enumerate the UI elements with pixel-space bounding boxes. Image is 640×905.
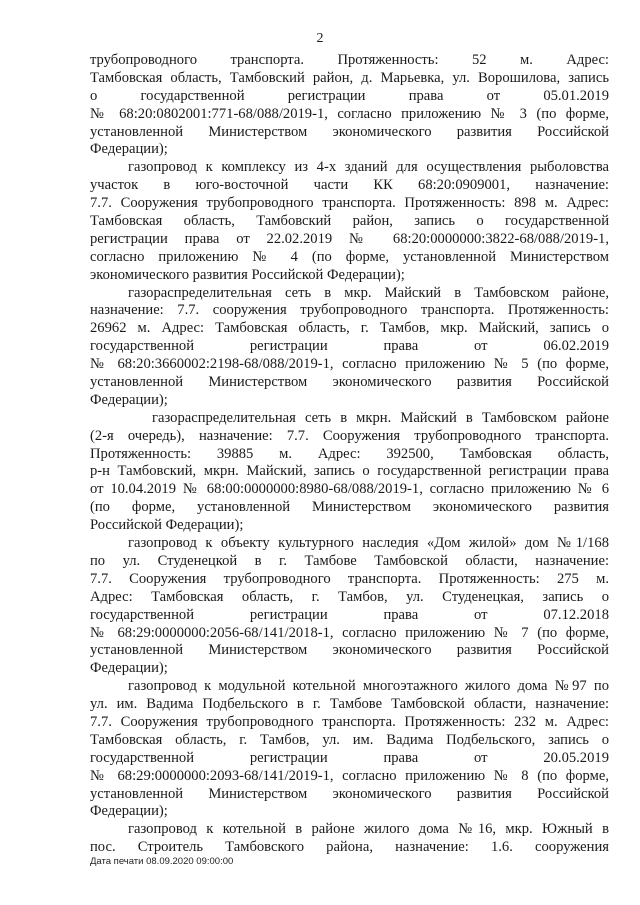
text-line: Протяженность: 39885 м. Адрес: 392500, Тамбовская область, xyxy=(90,445,609,462)
text-line: Федерации); xyxy=(90,141,168,158)
paragraph xyxy=(90,535,609,678)
paragraph xyxy=(90,159,609,284)
page-number: 2 xyxy=(316,31,324,46)
text-line: Тамбовская область, Тамбовский район, д. Марьевка, ул. Ворошилова, запись xyxy=(90,69,609,86)
paragraph xyxy=(90,678,609,821)
text-line: государственной регистрации права от 20.05.2019 xyxy=(90,749,609,766)
text-line: 7.7. Сооружения трубопроводного транспорта. Протяженность: 898 м. Адрес: xyxy=(90,195,609,212)
paragraph xyxy=(90,410,609,535)
text-line: 7.7. Сооружения трубопроводного транспорта. Протяженность: 232 м. Адрес: xyxy=(90,713,609,730)
text-line: о государственной регистрации права от 05.01.2019 xyxy=(90,87,609,104)
paragraph xyxy=(90,52,609,159)
text-line: Тамбовская область, г. Тамбов, ул. им. Вадима Подбельского, запись о xyxy=(90,731,609,748)
text-line: газопровод к котельной в районе жилого дома №16, мкр. Южный в xyxy=(128,821,609,838)
text-line: Адрес: Тамбовская область, г. Тамбов, ул. Студенецкая, запись о xyxy=(90,588,609,605)
text-line: назначение: 7.7. сооружения трубопроводного транспорта. Протяженность: xyxy=(90,302,609,319)
text-line: установленной Министерством экономического развития Российской xyxy=(90,785,609,802)
text-line: ул. им. Вадима Подбельского в г. Тамбове Тамбовской области, назначение: xyxy=(90,696,609,713)
text-line: от 10.04.2019 № 68:00:0000000:8980-68/088/2019-1, согласно приложению № 6 xyxy=(90,481,609,498)
text-line: (2-я очередь), назначение: 7.7. Сооружения трубопроводного транспорта. xyxy=(90,427,609,444)
text-line: 7.7. Сооружения трубопроводного транспорта. Протяженность: 275 м. xyxy=(90,570,609,587)
text-line: установленной Министерством экономического развития Российской xyxy=(90,123,609,140)
text-line: газопровод к модульной котельной многоэтажного жилого дома №97 по xyxy=(128,678,609,695)
text-line: Федерации); xyxy=(90,803,168,820)
text-line: газопровод к комплексу из 4-х зданий для осуществления рыболовства xyxy=(128,159,609,176)
paragraph xyxy=(90,285,609,410)
text-line: Федерации); xyxy=(90,660,168,677)
text-line: (по форме, установленной Министерством экономического развития xyxy=(90,499,609,516)
print-date: Дата печати 08.09.2020 09:00:00 xyxy=(90,856,234,867)
text-line: участок в юго-восточной части КК 68:20:0909001, назначение: xyxy=(90,177,609,194)
text-line: № 68:29:0000000:2056-68/141/2018-1, согласно приложению № 7 (по форме, xyxy=(90,624,609,641)
text-line: № 68:20:3660002:2198-68/088/2019-1, согласно приложению № 5 (по форме, xyxy=(90,356,609,373)
text-line: экономического развития Российской Федерации); xyxy=(90,266,405,283)
text-line: р-н Тамбовский, мкрн. Майский, запись о государственной регистрации права xyxy=(90,463,609,480)
text-line: пос. Строитель Тамбовского района, назначение: 1.6. сооружения xyxy=(90,839,609,856)
text-line: согласно приложению № 4 (по форме, установленной Министерством xyxy=(90,248,609,265)
text-line: государственной регистрации права от 06.02.2019 xyxy=(90,338,609,355)
document-body xyxy=(90,52,609,857)
text-line: Российской Федерации); xyxy=(90,517,244,534)
text-line: по ул. Студенецкой в г. Тамбове Тамбовской области, назначение: xyxy=(90,552,609,569)
text-line: 26962 м. Адрес: Тамбовская область, г. Тамбов, мкр. Майский, запись о xyxy=(90,320,609,337)
text-line: установленной Министерством экономического развития Российской xyxy=(90,642,609,659)
text-line: Федерации); xyxy=(90,391,168,408)
text-line: трубопроводного транспорта. Протяженность: 52 м. Адрес: xyxy=(90,52,609,68)
text-line: установленной Министерством экономического развития Российской xyxy=(90,374,609,391)
text-line: регистрации права от 22.02.2019 № 68:20:0000000:3822-68/088/2019-1, xyxy=(90,230,609,247)
paragraph xyxy=(90,821,609,857)
text-line: газопровод к объекту культурного наследия «Дом жилой» дом №1/168 xyxy=(128,535,609,552)
text-line: газораспределительная сеть в мкр. Майский в Тамбовском районе, xyxy=(128,284,609,301)
text-line: Тамбовская область, Тамбовский район, запись о государственной xyxy=(90,213,609,230)
text-line: государственной регистрации права от 07.12.2018 xyxy=(90,606,609,623)
text-line: № 68:29:0000000:2093-68/141/2019-1, согласно приложению № 8 (по форме, xyxy=(90,767,609,784)
text-line: газораспределительная сеть в мкрн. Майский в Тамбовском районе xyxy=(152,409,609,426)
text-line: № 68:20:0802001:771-68/088/2019-1, согласно приложению № 3 (по форме, xyxy=(90,105,609,122)
